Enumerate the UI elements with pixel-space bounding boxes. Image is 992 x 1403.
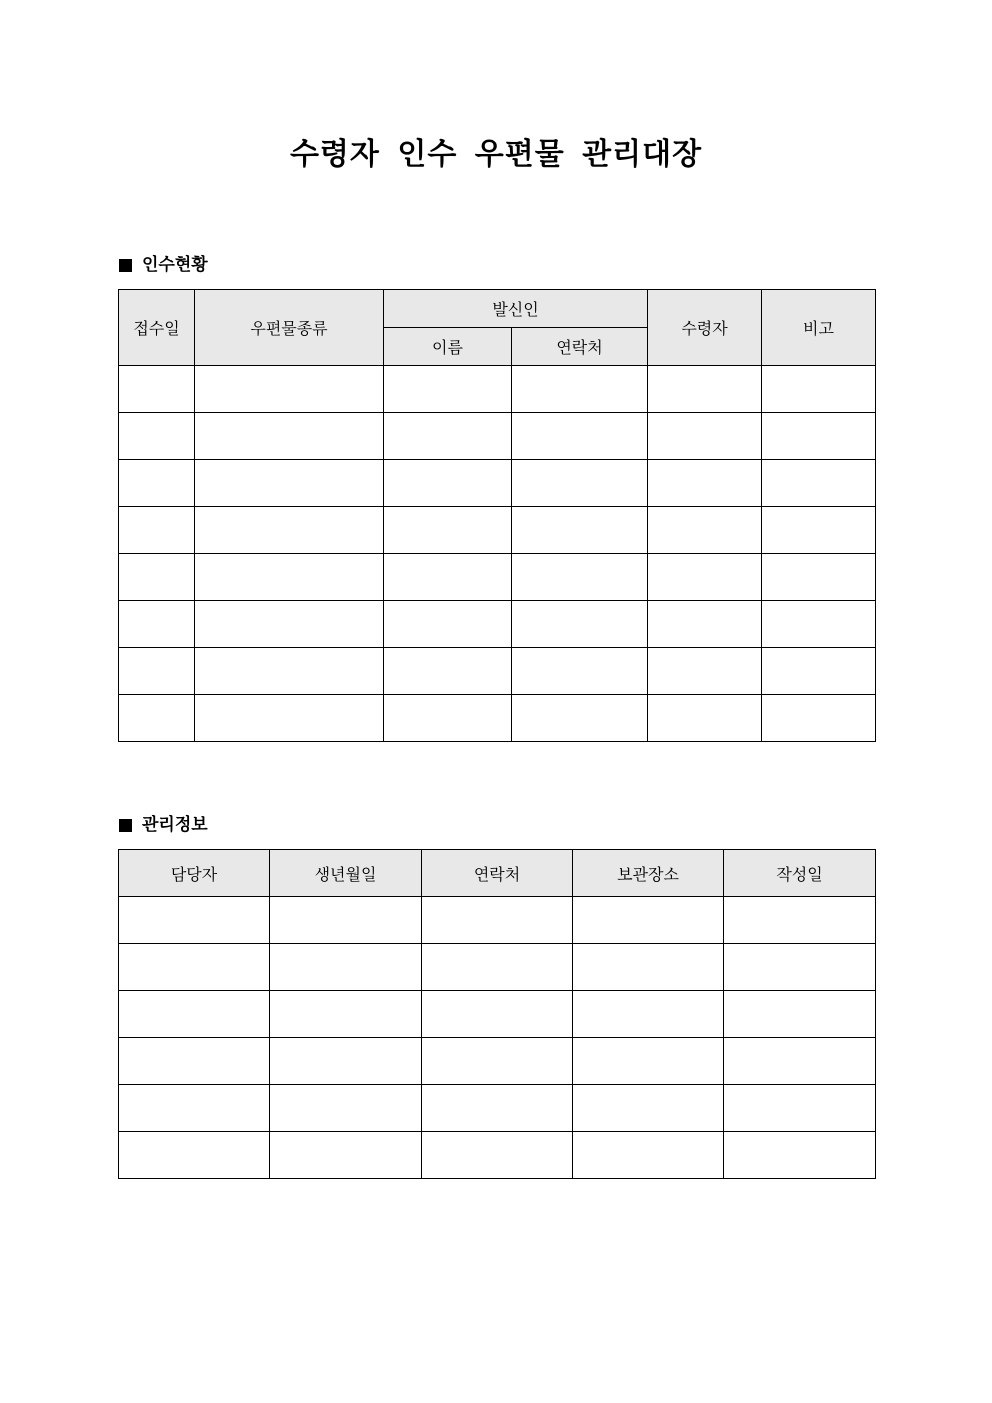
table-cell[interactable] (573, 897, 724, 944)
section-heading-management (119, 813, 208, 837)
table-cell[interactable] (648, 413, 762, 460)
table-cell[interactable] (119, 1085, 270, 1132)
square-bullet-icon (119, 819, 132, 832)
table-row (119, 1132, 876, 1179)
table-cell[interactable] (195, 648, 384, 695)
table-cell[interactable] (648, 554, 762, 601)
table-cell[interactable] (195, 366, 384, 413)
table-cell[interactable] (422, 944, 573, 991)
table-cell[interactable] (724, 991, 876, 1038)
table-cell[interactable] (119, 1132, 270, 1179)
table-cell[interactable] (119, 601, 195, 648)
table-cell[interactable] (648, 460, 762, 507)
table-cell[interactable] (384, 648, 512, 695)
table-cell[interactable] (270, 897, 422, 944)
header-mail-type: 우편물종류 (195, 290, 384, 366)
table-cell[interactable] (724, 944, 876, 991)
table-cell[interactable] (573, 1132, 724, 1179)
page-title: 수령자 인수 우편물 관리대장 (289, 137, 703, 172)
table-cell[interactable] (762, 507, 876, 554)
section-heading-label: 인수현황 (142, 255, 208, 275)
table-row (119, 991, 876, 1038)
table-cell[interactable] (195, 413, 384, 460)
section-heading-intake (119, 253, 208, 277)
table-cell[interactable] (762, 648, 876, 695)
table-row (119, 507, 876, 554)
table-cell[interactable] (119, 991, 270, 1038)
table-cell[interactable] (648, 695, 762, 742)
table-cell[interactable] (119, 460, 195, 507)
table-cell[interactable] (512, 601, 648, 648)
table-cell[interactable] (512, 507, 648, 554)
table-cell[interactable] (648, 601, 762, 648)
header-written-date: 작성일 (724, 850, 876, 897)
table-cell[interactable] (648, 507, 762, 554)
table-cell[interactable] (270, 1085, 422, 1132)
table-cell[interactable] (384, 601, 512, 648)
table-cell[interactable] (724, 897, 876, 944)
table-row (119, 601, 876, 648)
table-row (119, 413, 876, 460)
table-row (119, 944, 876, 991)
table-cell[interactable] (384, 413, 512, 460)
table-row (119, 554, 876, 601)
table-cell[interactable] (573, 991, 724, 1038)
table-cell[interactable] (270, 1132, 422, 1179)
table-cell[interactable] (119, 507, 195, 554)
table-cell[interactable] (119, 366, 195, 413)
table-cell[interactable] (195, 507, 384, 554)
table-cell[interactable] (195, 460, 384, 507)
table-cell[interactable] (384, 507, 512, 554)
table-cell[interactable] (422, 897, 573, 944)
table-cell[interactable] (195, 695, 384, 742)
table-cell[interactable] (422, 1085, 573, 1132)
header-sender-name: 이름 (384, 328, 512, 366)
table-row (119, 366, 876, 413)
table-cell[interactable] (384, 460, 512, 507)
header-birthdate: 생년월일 (270, 850, 422, 897)
table-cell[interactable] (573, 1085, 724, 1132)
table-cell[interactable] (512, 695, 648, 742)
table-cell[interactable] (384, 366, 512, 413)
table-cell[interactable] (119, 413, 195, 460)
table-cell[interactable] (119, 648, 195, 695)
table-cell[interactable] (762, 695, 876, 742)
management-info-table (118, 849, 876, 1179)
square-bullet-icon (119, 259, 132, 272)
table-cell[interactable] (762, 413, 876, 460)
table-cell[interactable] (119, 1038, 270, 1085)
section-heading-label: 관리정보 (142, 815, 208, 835)
table-cell[interactable] (119, 695, 195, 742)
table-cell[interactable] (422, 1132, 573, 1179)
header-remarks: 비고 (762, 290, 876, 366)
table-row (119, 897, 876, 944)
table-cell[interactable] (762, 366, 876, 413)
table-cell[interactable] (512, 413, 648, 460)
table-cell[interactable] (270, 1038, 422, 1085)
intake-status-table (118, 289, 876, 742)
table-cell[interactable] (648, 648, 762, 695)
header-contact: 연락처 (422, 850, 573, 897)
table-cell[interactable] (270, 944, 422, 991)
table-cell[interactable] (512, 554, 648, 601)
header-storage-location: 보관장소 (573, 850, 724, 897)
table-row (119, 460, 876, 507)
table-cell[interactable] (119, 554, 195, 601)
table-cell[interactable] (119, 897, 270, 944)
table-cell[interactable] (762, 601, 876, 648)
header-recipient: 수령자 (648, 290, 762, 366)
table-row (119, 648, 876, 695)
table-cell[interactable] (762, 460, 876, 507)
table-cell[interactable] (384, 554, 512, 601)
table-cell[interactable] (648, 366, 762, 413)
table-row (119, 1085, 876, 1132)
header-manager: 담당자 (119, 850, 270, 897)
header-sender-contact: 연락처 (512, 328, 648, 366)
table-cell[interactable] (512, 460, 648, 507)
table-cell[interactable] (724, 1085, 876, 1132)
table-cell[interactable] (724, 1038, 876, 1085)
table-cell[interactable] (195, 601, 384, 648)
table-cell[interactable] (724, 1132, 876, 1179)
table-cell[interactable] (512, 366, 648, 413)
table-row (119, 695, 876, 742)
table-cell[interactable] (573, 944, 724, 991)
table-cell[interactable] (573, 1038, 724, 1085)
table-cell[interactable] (270, 991, 422, 1038)
table-cell[interactable] (119, 944, 270, 991)
table-cell[interactable] (422, 1038, 573, 1085)
table-cell[interactable] (512, 648, 648, 695)
table-cell[interactable] (384, 695, 512, 742)
table-cell[interactable] (195, 554, 384, 601)
header-received-date: 접수일 (119, 290, 195, 366)
header-sender: 발신인 (384, 290, 648, 328)
table-row (119, 1038, 876, 1085)
table-cell[interactable] (762, 554, 876, 601)
table-cell[interactable] (422, 991, 573, 1038)
